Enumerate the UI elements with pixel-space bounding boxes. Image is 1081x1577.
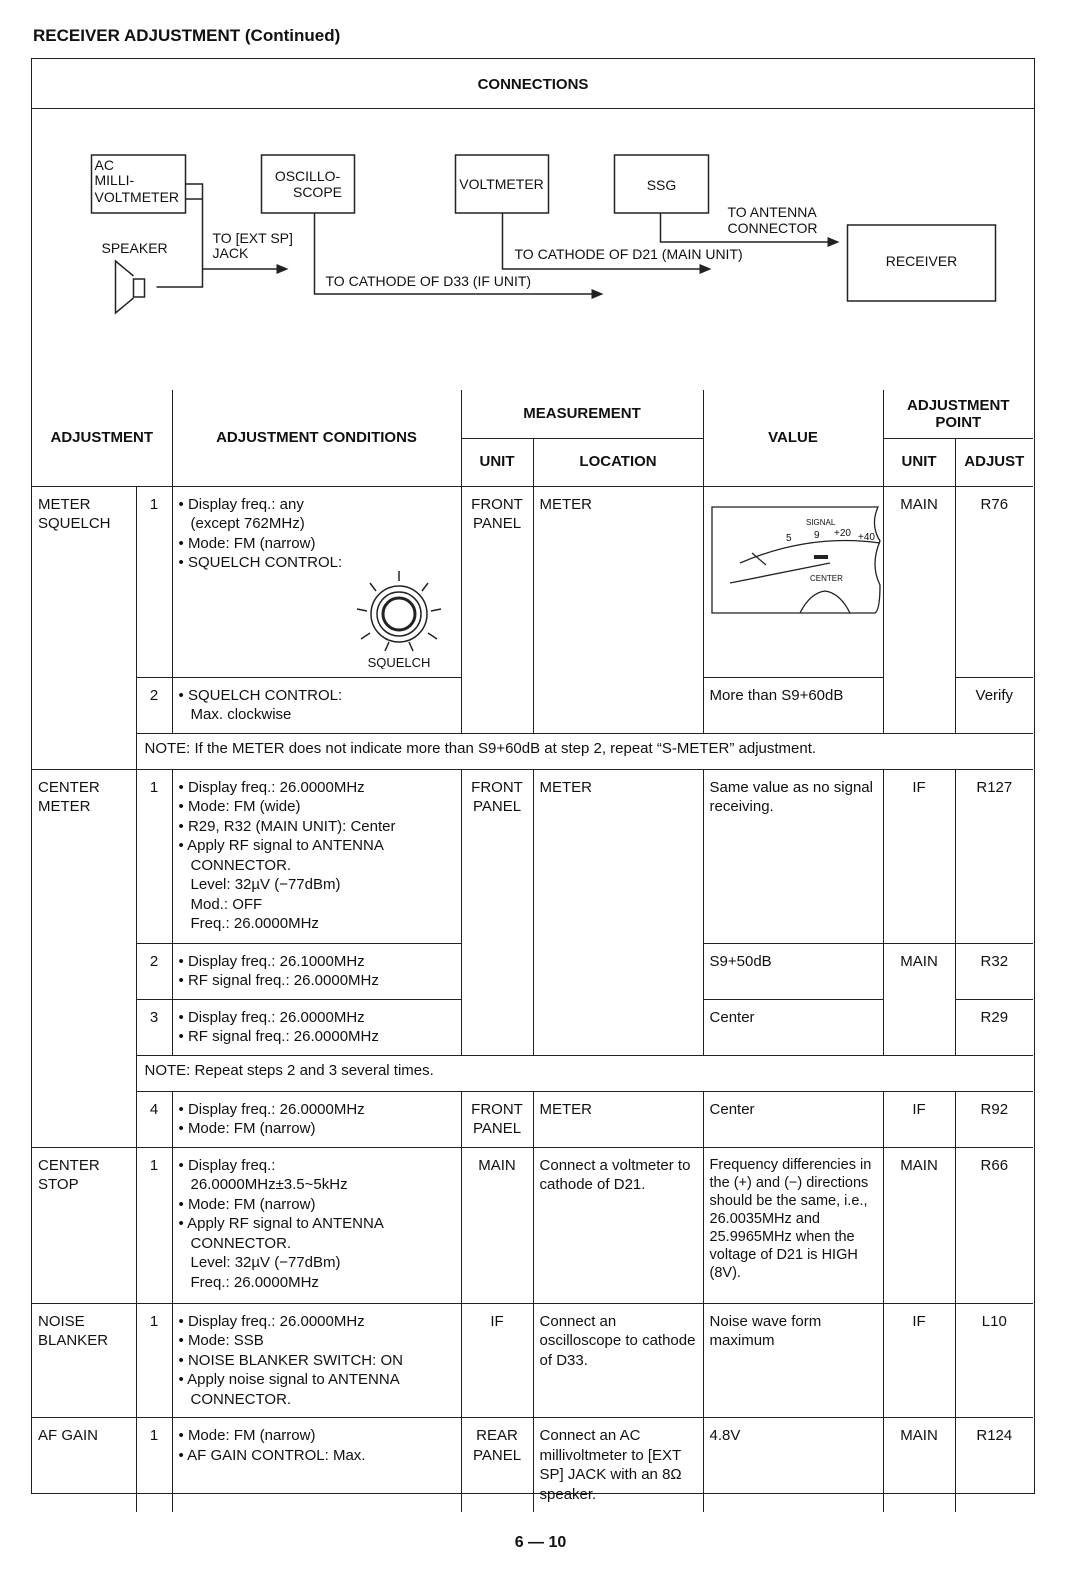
step-number: 1: [136, 486, 172, 677]
to-ext-sp-line2: JACK: [212, 245, 249, 261]
s-meter-icon: [710, 505, 882, 617]
adjust-point: R76: [955, 486, 1033, 677]
adj-unit: IF: [883, 1303, 955, 1418]
adj-af-gain: AF GAIN: [32, 1418, 136, 1513]
ac-mv-line3: VOLTMETER: [94, 189, 180, 205]
value-text: S9+50dB: [703, 943, 883, 999]
step-number: 3: [136, 999, 172, 1055]
header-location: LOCATION: [533, 438, 703, 486]
page-title: RECEIVER ADJUSTMENT (Continued): [33, 26, 341, 45]
condition-text: • Apply noise signal to ANTENNA CONNECTOR.: [179, 1370, 455, 1409]
condition-text: Mod.: OFF: [190, 895, 263, 913]
adjust-point: R124: [955, 1418, 1033, 1513]
condition-text: Freq.: 26.0000MHz: [190, 1273, 319, 1291]
conditions-cell: [172, 999, 461, 1055]
to-antenna-line2: CONNECTOR: [727, 220, 818, 236]
conditions-cell: [172, 1091, 461, 1147]
adj-unit: MAIN: [883, 1147, 955, 1303]
step-number: 4: [136, 1091, 172, 1147]
value-text: Same value as no signal receiving.: [703, 769, 883, 943]
condition-text: SQUELCH CONTROL:: [187, 686, 343, 704]
oscilloscope-line1: OSCILLO-: [274, 168, 341, 184]
meter-tick: 5: [785, 532, 792, 544]
adj-unit: MAIN: [883, 943, 955, 1055]
adjust-point: R32: [955, 943, 1033, 999]
ssg-label: SSG: [646, 177, 677, 193]
step-number: 2: [136, 677, 172, 733]
meter-tick: +40: [857, 531, 875, 543]
conditions-cell: [172, 769, 461, 943]
adj-center-meter: CENTER METER: [32, 769, 136, 1147]
squelch-knob-label: SQUELCH: [367, 654, 430, 669]
condition-text: • AF GAIN CONTROL: Max.: [179, 1446, 455, 1466]
condition-text: • NOISE BLANKER SWITCH: ON: [179, 1351, 455, 1371]
adj-unit: MAIN: [883, 1418, 955, 1513]
condition-text: • R29, R32 (MAIN UNIT): Center: [179, 817, 455, 837]
adjust-point: R29: [955, 999, 1033, 1055]
condition-text: Display freq.: any: [187, 495, 304, 513]
value-meter-cell: [703, 486, 883, 677]
step-number: 1: [136, 1303, 172, 1418]
adjustment-table: [32, 390, 1033, 1512]
condition-text: • RF signal freq.: 26.0000MHz: [179, 971, 455, 991]
condition-text: Display freq.:: [187, 1156, 276, 1174]
condition-text: Max. clockwise: [190, 706, 292, 723]
condition-text: • Display freq.: 26.1000MHz: [179, 952, 455, 972]
step-number: 1: [136, 1418, 172, 1513]
conditions-cell: [172, 486, 461, 677]
condition-text: Freq.: 26.0000MHz: [190, 915, 319, 932]
header-conditions: ADJUSTMENT CONDITIONS: [172, 390, 461, 486]
page-number: 6 — 10: [514, 1534, 567, 1551]
condition-text: • Mode: FM (narrow): [179, 1195, 455, 1215]
step-number: 2: [136, 943, 172, 999]
value-text: Noise wave form maximum: [703, 1303, 883, 1418]
condition-text: • Mode: SSB: [179, 1331, 455, 1351]
receiver-label: RECEIVER: [885, 253, 958, 269]
connection-diagram: [32, 109, 1034, 391]
adj-unit: IF: [883, 769, 955, 943]
to-ext-sp-line1: TO [EXT SP]: [212, 230, 293, 246]
condition-text: • Mode: FM (narrow): [179, 1119, 455, 1139]
header-value: VALUE: [703, 390, 883, 486]
step-number: 1: [136, 769, 172, 943]
condition-text: • Mode: FM (narrow): [179, 1426, 455, 1446]
adjust-point: L10: [955, 1303, 1033, 1418]
squelch-knob-icon: [349, 569, 449, 669]
conditions-cell: [172, 943, 461, 999]
meas-location: METER: [533, 486, 703, 733]
condition-text: • Display freq.: 26.0000MHz: [179, 778, 455, 798]
ac-mv-line2: MILLI-: [94, 172, 135, 188]
adj-center-stop: CENTER STOP: [32, 1147, 136, 1303]
header-adjust: ADJUST: [955, 438, 1033, 486]
header-adjustment: ADJUSTMENT: [32, 390, 172, 486]
adjust-point: Verify: [955, 677, 1033, 733]
meas-unit: REAR PANEL: [461, 1418, 533, 1513]
adjustment-frame: [31, 58, 1035, 1503]
condition-text: • SQUELCH CONTROL:: [179, 553, 455, 573]
adjust-point: R92: [955, 1091, 1033, 1147]
value-text: More than S9+60dB: [703, 677, 883, 733]
note-text: NOTE: Repeat steps 2 and 3 several times.: [136, 1055, 1033, 1091]
adj-unit: IF: [883, 1091, 955, 1147]
meas-location: Connect a voltmeter to cathode of D21.: [533, 1147, 703, 1303]
speaker-label: SPEAKER: [101, 240, 168, 256]
value-text: Center: [703, 1091, 883, 1147]
note-text: NOTE: If the METER does not indicate more than S9+60dB at step 2, repeat “S-METER” adjustment.: [136, 733, 1033, 769]
condition-text: 26.0000MHz±3.5~5kHz: [190, 1176, 348, 1193]
voltmeter-label: VOLTMETER: [459, 176, 544, 192]
adjust-point: R66: [955, 1147, 1033, 1303]
condition-text: Level: 32µV (−77dBm): [190, 1254, 341, 1271]
meas-location: Connect an oscilloscope to cathode of D33.: [533, 1303, 703, 1418]
conditions-cell: [172, 677, 461, 733]
meas-location: METER: [533, 769, 703, 1055]
condition-text: (except 762MHz): [190, 515, 305, 532]
to-antenna-line1: TO ANTENNA: [727, 204, 817, 220]
adjust-point: R127: [955, 769, 1033, 943]
adj-unit: MAIN: [883, 486, 955, 733]
meas-unit: FRONT PANEL: [461, 769, 533, 1055]
adj-meter-squelch: METER SQUELCH: [32, 486, 136, 769]
condition-text: Apply RF signal to ANTENNA CONNECTOR.: [187, 837, 384, 874]
condition-text: Apply RF signal to ANTENNA CONNECTOR.: [187, 1215, 384, 1252]
condition-text: • Display freq.: 26.0000MHz: [179, 1100, 455, 1120]
meter-tick: +20: [833, 527, 851, 539]
condition-text: • RF signal freq.: 26.0000MHz: [179, 1027, 455, 1047]
condition-text: • Mode: FM (wide): [179, 797, 455, 817]
conditions-cell: [172, 1147, 461, 1303]
condition-text: • Mode: FM (narrow): [179, 534, 455, 554]
meter-tick: 9: [813, 529, 820, 541]
meter-center-label: CENTER: [809, 573, 843, 583]
condition-text: • Display freq.: 26.0000MHz: [179, 1008, 455, 1028]
meas-unit: FRONT PANEL: [461, 486, 533, 733]
meas-location: METER: [533, 1091, 703, 1147]
oscilloscope-line2: SCOPE: [292, 184, 343, 200]
to-d21-label: TO CATHODE OF D21 (MAIN UNIT): [514, 246, 743, 262]
meas-unit: IF: [461, 1303, 533, 1418]
connections-title: CONNECTIONS: [32, 59, 1034, 109]
step-number: 1: [136, 1147, 172, 1303]
value-text: 4.8V: [703, 1418, 883, 1513]
meas-unit: MAIN: [461, 1147, 533, 1303]
condition-text: Level: 32µV (−77dBm): [190, 876, 341, 893]
header-adjustment-point: ADJUSTMENT POINT: [883, 390, 1033, 438]
value-text: Frequency differencies in the (+) and (−) directions should be the same, i.e., 26.0035MHz and 25.9965MHz when the voltage of D21 is HIGH (8V).: [703, 1147, 883, 1303]
meter-signal-label: SIGNAL: [805, 517, 835, 527]
adj-noise-blanker: NOISE BLANKER: [32, 1303, 136, 1418]
meas-unit: FRONT PANEL: [461, 1091, 533, 1147]
conditions-cell: [172, 1303, 461, 1418]
meas-location: Connect an AC millivoltmeter to [EXT SP] JACK with an 8Ω speaker.: [533, 1418, 703, 1513]
value-text: Center: [703, 999, 883, 1055]
ac-mv-line1: AC: [94, 157, 114, 173]
header-measurement: MEASUREMENT: [461, 390, 703, 438]
condition-text: • Display freq.: 26.0000MHz: [179, 1312, 455, 1332]
to-d33-label: TO CATHODE OF D33 (IF UNIT): [325, 273, 532, 289]
header-adj-unit: UNIT: [883, 438, 955, 486]
header-unit: UNIT: [461, 438, 533, 486]
conditions-cell: [172, 1418, 461, 1513]
